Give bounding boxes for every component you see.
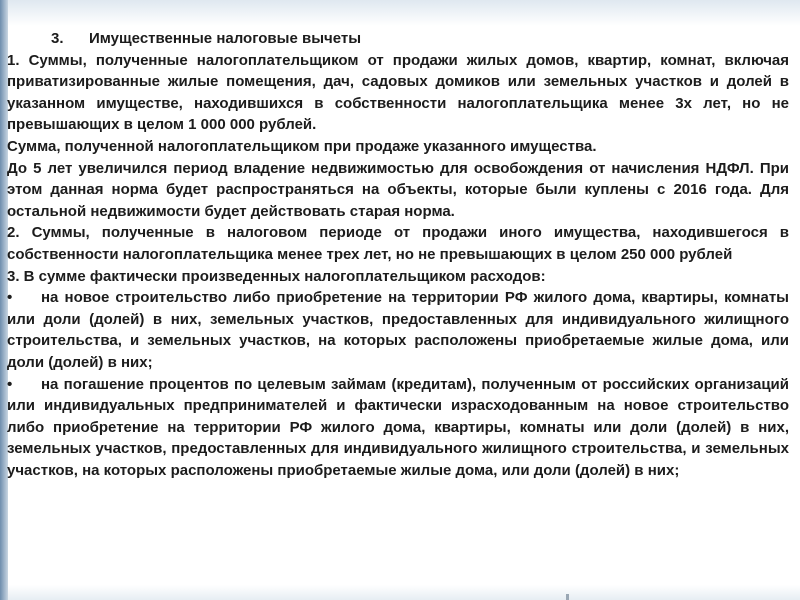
bullet-text: на новое строительство либо приобретение на территории РФ жилого дома, квартиры, комнаты или доли (долей) в них, земельных участков, предоставленных для индивидуального жилищного строительства, и земельных участков, на которых расположены приобретаемые жилые дома, или доли (долей) в них; bbox=[7, 289, 789, 371]
bullet-text: на погашение процентов по целевым займам (кредитам), полученным от российских организаций или индивидуальных предпринимателей и фактически израсходованным на новое строительство либо приобретение на территории РФ жилого дома, квартиры, комнаты или доли (долей) в них, земельных участков, предоставленных для индивидуального жилищного строительства, и земельных участков, на которых расположены приобретаемые жилые дома, или доли (долей) в них; bbox=[7, 375, 789, 479]
slide-marker bbox=[566, 594, 569, 600]
bullet-mark: • bbox=[7, 375, 13, 393]
slide-bottom-gradient bbox=[8, 585, 800, 600]
paragraph-item-2: 2. Суммы, полученные в налоговом периоде от продажи иного имущества, находившегося в собственности налогоплательщика менее трех лет, но не превышающих в целом 250 000 рублей bbox=[7, 224, 789, 263]
section-title: Имущественные налоговые вычеты bbox=[89, 30, 362, 47]
section-number: 3. bbox=[51, 30, 64, 47]
section-heading bbox=[7, 28, 789, 50]
slide-text-body bbox=[7, 28, 789, 481]
paragraph-ownership-period: До 5 лет увеличился период владение недвижимостью для освобождения от начисления НДФЛ. При этом данная норма будет распространяться на объекты, которые были куплены с 2016 года. Для остальной недвижимости будет действовать старая норма. bbox=[7, 159, 789, 220]
bullet-item-construction bbox=[7, 287, 789, 373]
paragraph-item-3: 3. В сумме фактически произведенных налогоплательщиком расходов: bbox=[7, 267, 546, 285]
slide-top-gradient bbox=[8, 0, 800, 26]
paragraph-sale-amount: Сумма, полученной налогоплательщиком при продаже указанного имущества. bbox=[7, 137, 597, 155]
paragraph-item-1: 1. Суммы, полученные налогоплательщиком от продажи жилых домов, квартир, комнат, включая приватизированные жилые помещения, дач, садовых домиков или земельных участков и долей в указанном имуществе, находившихся в собственности налогоплательщика менее 3х лет, но не превышающих в целом 1 000 000 рублей. bbox=[7, 51, 789, 134]
bullet-item-interest bbox=[7, 374, 789, 482]
bullet-mark: • bbox=[7, 289, 13, 307]
